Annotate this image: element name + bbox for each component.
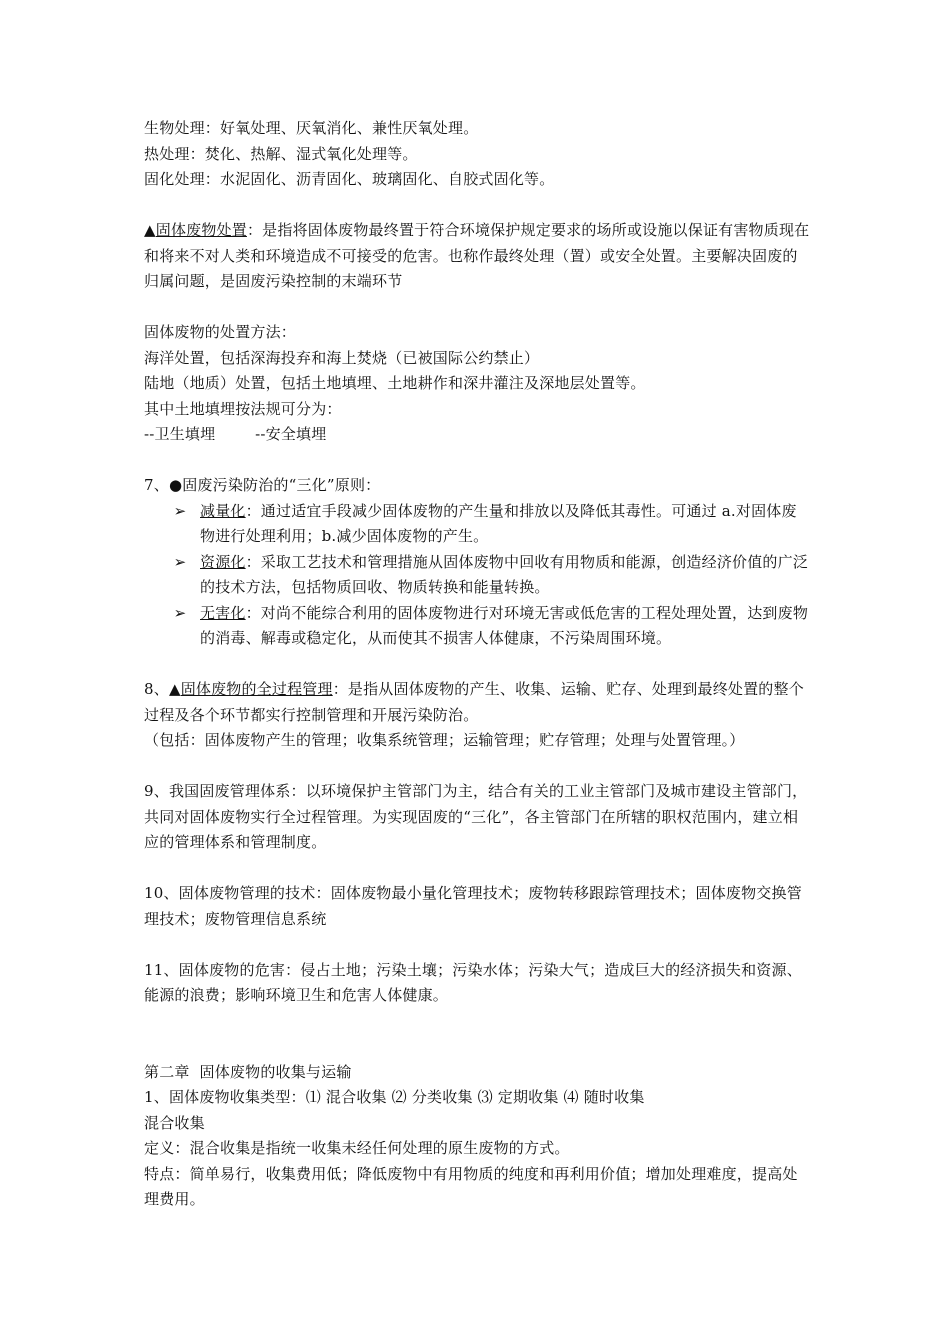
mixed-collection-definition: 定义：混合收集是指统一收集未经任何处理的原生废物的方式。 [144, 1139, 570, 1157]
arrow-bullet-icon: ➢ [173, 552, 187, 571]
disposal-term: 固体废物处置 [155, 221, 247, 239]
section-8 [144, 677, 810, 728]
list-item [144, 499, 810, 550]
section-11: 11、固体废物的危害：侵占土地；污染土壤；污染水体；污染大气；造成巨大的经济损失和资源、能源的浪费；影响环境卫生和危害人体健康。 [144, 960, 802, 1004]
section-8-text: ：是指从固体废物的产生、收集、运输、贮存、处理到最终处置的整个过程及各个环节都实行控制管理和开展污染防治。 [144, 680, 804, 724]
disposal-text: ：是指将固体废物最终置于符合环境保护规定要求的场所或设施以保证有害物质现在和将来不对人类和环境造成不可接受的危害。也称作最终处理（置）或安全处置。主要解决固废的归属问题，是固废污染控制的末端环节 [144, 221, 810, 290]
principle-text: ：采取工艺技术和管理措施从固体废物中回收有用物质和能源，创造经济价值的广泛的技术方法，包括物质回收、物质转换和能量转换。 [200, 552, 809, 596]
three-principles-list [144, 499, 810, 652]
triangle-marker: ▲ [144, 221, 156, 239]
section-8-note: （包括：固体废物产生的管理；收集系统管理；运输管理；贮存管理；处理与处置管理。） [144, 731, 745, 749]
collection-types: 1、固体废物收集类型：⑴ 混合收集 ⑵ 分类收集 ⑶ 定期收集 ⑷ 随时收集 [144, 1088, 645, 1106]
section-10: 10、固体废物管理的技术：固体废物最小量化管理技术；废物转移跟踪管理技术；固体废物交换管理技术；废物管理信息系统 [144, 884, 802, 928]
section-8-term: 固体废物的全过程管理 [180, 680, 333, 698]
section-9: 9、我国固废管理体系：以环境保护主管部门为主，结合有关的工业主管部门及城市建设主管部门，共同对固体废物实行全过程管理。为实现固废的“三化”，各主管部门在所辖的职权范围内，建立相应的管理体系和管理制度。 [144, 782, 808, 851]
chapter-2-title: 第二章 固体废物的收集与运输 [144, 1062, 352, 1081]
solidification-line: 固化处理：水泥固化、沥青固化、玻璃固化、自胶式固化等。 [144, 170, 555, 188]
methods-title: 固体废物的处置方法： [144, 323, 297, 341]
landfill-types: --卫生填埋 --安全填埋 [144, 425, 327, 443]
principle-term: 无害化 [200, 603, 246, 622]
principle-text: ：对尚不能综合利用的固体废物进行对环境无害或低危害的工程处理处置，达到废物的消毒、解毒或稳定化，从而使其不损害人体健康，不污染周围环境。 [200, 603, 809, 647]
arrow-bullet-icon: ➢ [173, 603, 187, 622]
disposal-definition [144, 218, 810, 295]
principle-text: ：通过适宜手段减少固体废物的产生量和排放以及降低其毒性。可通过 a.对固体废物进行处理利用；b.减少固体废物的产生。 [200, 501, 797, 545]
land-disposal: 陆地（地质）处置，包括土地填埋、土地耕作和深井灌注及深地层处置等。 [144, 374, 646, 392]
section-8-prefix: 8、▲ [144, 680, 181, 698]
section-7-title: 7、●固废污染防治的“三化”原则： [144, 476, 381, 494]
arrow-bullet-icon: ➢ [173, 501, 187, 520]
document-page [144, 116, 810, 1213]
list-item [144, 601, 810, 652]
heat-treatment-line: 热处理：焚化、热解、湿式氧化处理等。 [144, 144, 418, 163]
landfill-title: 其中土地填埋按法规可分为： [144, 399, 342, 418]
ocean-disposal: 海洋处置，包括深海投弃和海上焚烧（已被国际公约禁止） [144, 348, 540, 367]
list-item [144, 550, 810, 601]
principle-term: 资源化 [200, 552, 246, 571]
mixed-collection-heading: 混合收集 [144, 1113, 205, 1132]
mixed-collection-features: 特点：简单易行，收集费用低；降低废物中有用物质的纯度和再利用价值；增加处理难度，提高处理费用。 [144, 1164, 798, 1208]
principle-term: 减量化 [200, 501, 246, 520]
bio-treatment-line: 生物处理：好氧处理、厌氧消化、兼性厌氧处理。 [144, 119, 479, 137]
